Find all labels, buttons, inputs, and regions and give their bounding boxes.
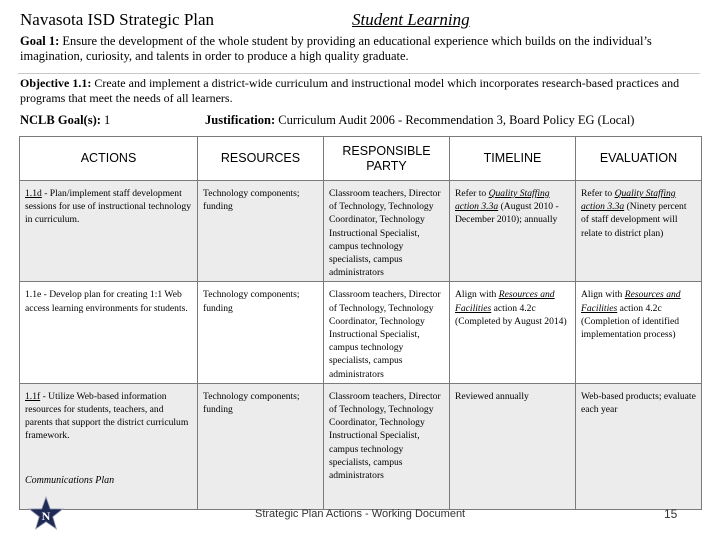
document-title: Navasota ISD Strategic Plan [20,10,215,29]
objective-statement [20,76,700,106]
resources-cell: Technology components; funding [198,383,324,509]
section-title[interactable]: Student Learning [352,10,470,29]
nclb-value: 1 [104,113,111,127]
evaluation-prefix: Web-based products; evaluate each year [581,390,696,416]
action-id-link[interactable]: 1.1f [25,390,41,402]
column-header-responsible-party: RESPONSIBLE PARTY [324,137,450,181]
column-header-resources: RESOURCES [198,137,324,181]
timeline-link[interactable]: Quality Staffing action 3.3a [455,188,550,213]
evaluation-link[interactable]: Quality Staffing action 3.3a [581,188,676,213]
resources-cell: Technology components; funding [198,282,324,383]
timeline-cell [450,282,576,383]
column-header-actions: ACTIONS [20,137,198,181]
timeline-suffix: (August 2010 - December 2010); annually [455,201,559,226]
table-row [20,181,702,282]
evaluation-prefix: Align with [581,289,625,301]
district-logo [28,496,64,532]
responsible-party-cell: Classroom teachers, Director of Technology, Technology Coordinator, Technology Instructional Specialist, campus technology specialists, campus administrators [324,181,450,282]
evaluation-suffix: (Ninety percent of staff development will relate to district plan) [581,201,687,239]
logo-letter: N [41,509,51,523]
action-text: - Utilize Web-based information resources for students, teachers, and parents that support the district curriculum framework. [25,390,189,442]
goal-label: Goal 1: [20,34,60,48]
column-header-evaluation: EVALUATION [576,137,702,181]
timeline-cell [450,181,576,282]
resources-cell: Technology components; funding [198,181,324,282]
evaluation-cell [576,181,702,282]
timeline-cell [450,383,576,509]
justification [205,113,634,128]
evaluation-suffix: action 4.2c (Completion of identified implementation process) [581,302,680,341]
justification-value: Curriculum Audit 2006 - Recommendation 3, Board Policy EG (Local) [278,113,635,127]
timeline-prefix: Reviewed annually [455,390,529,402]
action-cell [20,383,198,509]
timeline-prefix: Align with [455,289,499,301]
action-id-link[interactable]: 1.1d [25,188,42,199]
goal-statement [20,34,700,64]
evaluation-cell [576,383,702,509]
objective-text: Create and implement a district-wide curriculum and instructional model which incorporates research-based practices and programs that meet the needs of all learners. [20,76,680,105]
table-header-row [20,137,702,181]
nclb-goals [20,113,110,128]
evaluation-cell [576,282,702,383]
responsible-party-cell: Classroom teachers, Director of Technology, Technology Coordinator, Technology Instructional Specialist, campus technology specialists, campus administrators [324,383,450,509]
footer-text: Strategic Plan Actions - Working Document [255,508,466,520]
communications-plan-label: Communications Plan [25,475,115,486]
evaluation-prefix: Refer to [581,188,615,199]
action-plan-table [19,136,702,510]
column-header-timeline: TIMELINE [450,137,576,181]
timeline-suffix: action 4.2c (Completed by August 2014) [455,302,567,327]
table-row [20,383,702,509]
evaluation-link[interactable]: Resources and Facilities [581,289,681,314]
goal-text: Ensure the development of the whole student by providing an educational experience which builds on the individual’s imagination, curiosity, and talents in order to produce a high quality graduate. [20,34,652,63]
action-cell [20,282,198,383]
nclb-label: NCLB Goal(s): [20,113,101,127]
timeline-prefix: Refer to [455,188,489,199]
objective-label: Objective 1.1: [20,76,92,90]
justification-label: Justification: [205,113,276,127]
page-number: 15 [664,507,678,521]
divider [18,73,700,74]
action-cell [20,181,198,282]
action-text: 1.1e - Develop plan for creating 1:1 Web access learning environments for students. [25,289,188,314]
timeline-link[interactable]: Resources and Facilities [455,289,555,314]
action-text: - Plan/implement staff development sessions for use of instructional technology in curriculum. [25,188,191,226]
table-row [20,282,702,383]
responsible-party-cell: Classroom teachers, Director of Technology, Technology Coordinator, Technology Instructional Specialist, campus technology specialists, campus administrators [324,282,450,383]
